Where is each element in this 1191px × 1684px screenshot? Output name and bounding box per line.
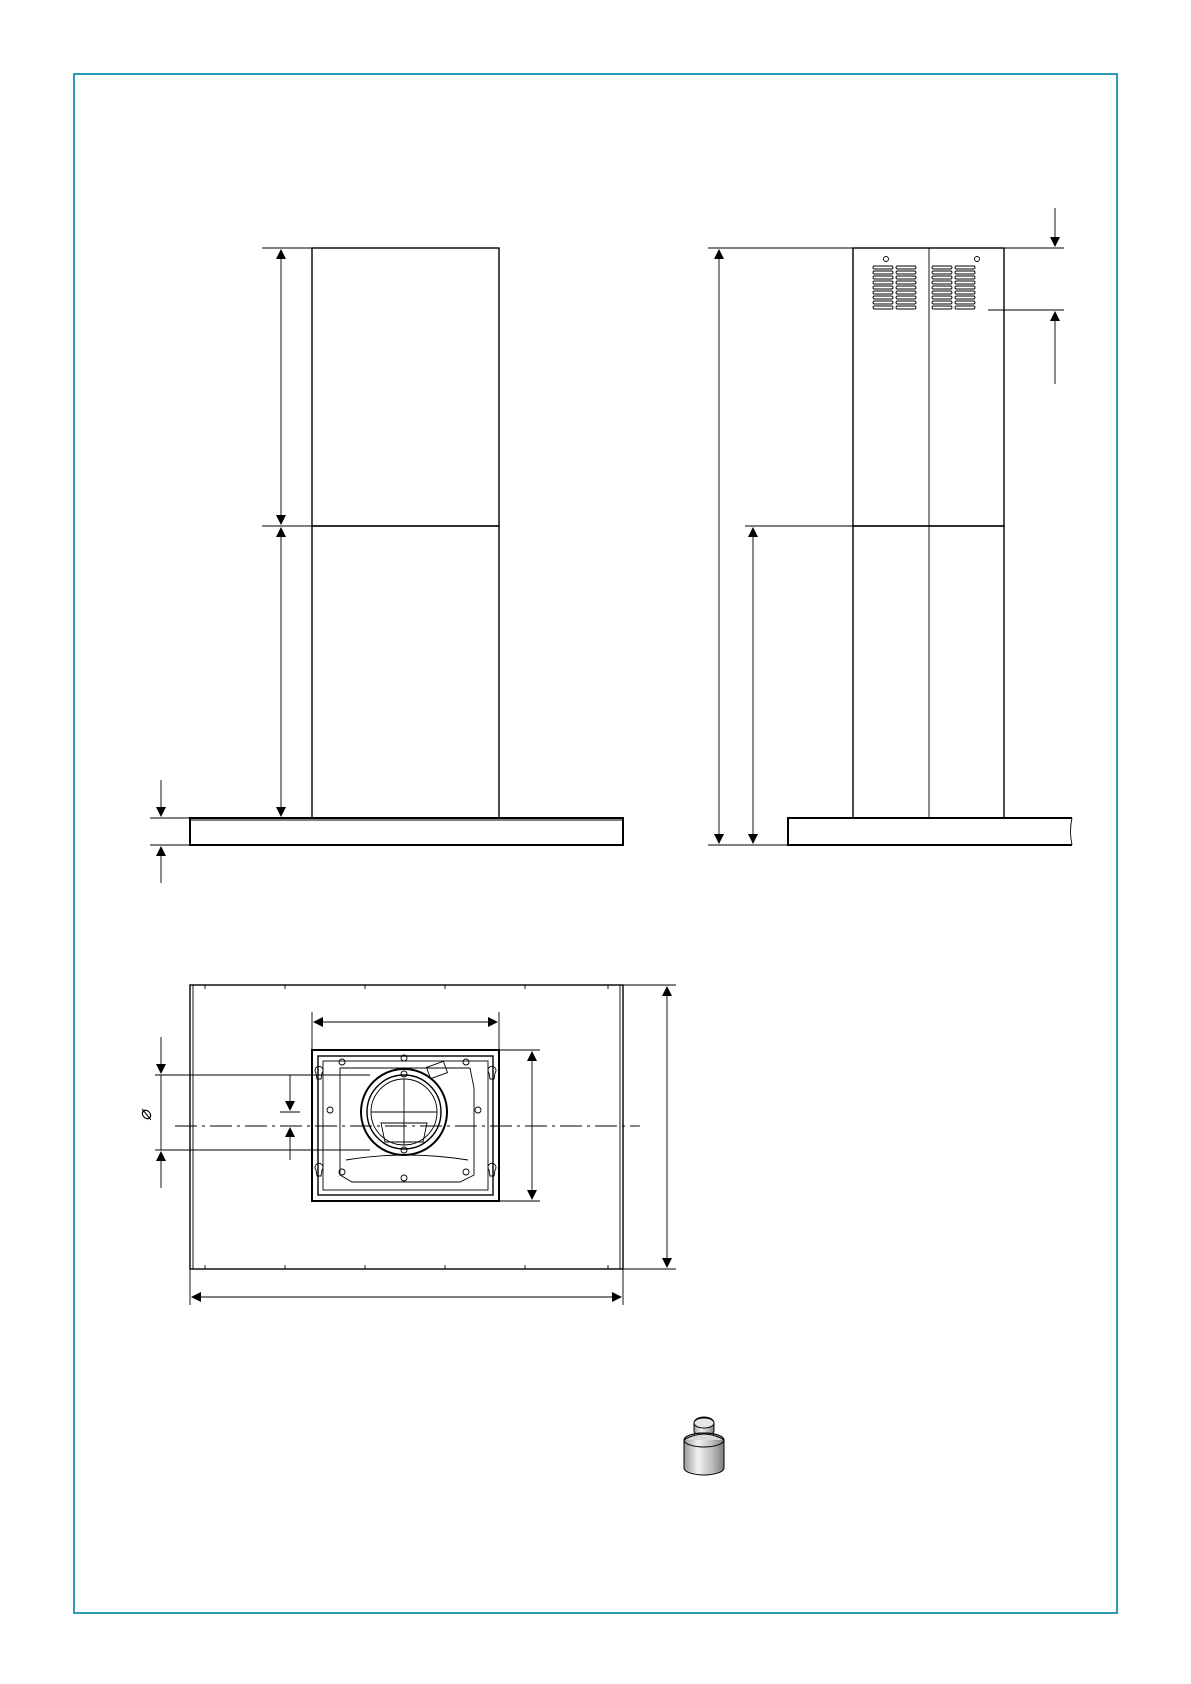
vent-slot	[896, 271, 916, 274]
front-lower-chimney	[312, 526, 499, 818]
vent-slot	[873, 271, 893, 274]
screw	[463, 1169, 469, 1175]
side-view	[708, 208, 1072, 845]
front-canopy	[190, 818, 623, 845]
screw	[475, 1107, 481, 1113]
mount-hole-right	[975, 257, 980, 262]
vent-slot	[955, 286, 975, 289]
vent-slot	[896, 306, 916, 309]
vent-slot	[932, 291, 952, 294]
side-vent-grille	[873, 266, 975, 309]
vent-slot	[896, 281, 916, 284]
dim-plate-depth	[499, 1050, 540, 1201]
vent-slot	[932, 306, 952, 309]
front-view	[150, 248, 623, 883]
vent-slot	[896, 291, 916, 294]
motor-housing	[340, 1068, 474, 1182]
keyhole-slots	[315, 1066, 496, 1176]
dim-outlet-offset	[280, 1075, 300, 1160]
weight-icon	[684, 1417, 724, 1475]
vent-slot	[955, 281, 975, 284]
vent-slot	[955, 306, 975, 309]
dim-side-vent-offset	[988, 208, 1064, 384]
screw	[463, 1059, 469, 1065]
vent-slot	[932, 276, 952, 279]
bottom-canopy-outline	[190, 985, 623, 1269]
canopy-edge-fixings	[205, 985, 608, 1269]
vent-slot	[955, 291, 975, 294]
vent-slot	[896, 276, 916, 279]
vent-slot	[873, 281, 893, 284]
dim-plate-width	[312, 1012, 499, 1050]
vent-slot	[896, 301, 916, 304]
side-lower-chimney	[853, 526, 1004, 818]
vent-slot	[932, 301, 952, 304]
front-upper-chimney	[312, 248, 499, 526]
vent-slot	[873, 276, 893, 279]
dim-outlet-diameter	[135, 1037, 370, 1188]
vent-slot	[955, 266, 975, 269]
vent-slot	[955, 276, 975, 279]
screw	[327, 1107, 333, 1113]
dim-front-upper-height	[262, 248, 312, 526]
vent-slot	[873, 286, 893, 289]
side-upper-chimney	[853, 248, 1004, 526]
screw	[401, 1175, 407, 1181]
vent-slot	[932, 286, 952, 289]
screw	[401, 1147, 407, 1153]
dim-canopy-depth	[623, 985, 676, 1269]
vent-slot	[873, 306, 893, 309]
vent-slot	[873, 296, 893, 299]
screw	[401, 1071, 407, 1077]
vent-slot	[955, 296, 975, 299]
dim-front-canopy-thickness	[150, 780, 190, 883]
dim-side-total-height	[708, 248, 853, 845]
vent-slot	[932, 266, 952, 269]
vent-slot	[873, 291, 893, 294]
vent-slot	[932, 271, 952, 274]
outlet-collar	[361, 1061, 448, 1155]
dim-side-lower-height	[745, 526, 853, 843]
vent-slot	[955, 271, 975, 274]
screw	[339, 1059, 345, 1065]
vent-slot	[896, 296, 916, 299]
bottom-view	[135, 985, 676, 1305]
vent-slot	[896, 286, 916, 289]
mount-hole-left	[884, 257, 889, 262]
vent-slot	[896, 266, 916, 269]
vent-slot	[873, 266, 893, 269]
vent-slot	[932, 296, 952, 299]
side-canopy	[788, 818, 1072, 845]
vent-slot	[873, 301, 893, 304]
dim-canopy-width	[190, 1269, 623, 1305]
diameter-symbol: ⌀	[135, 1110, 156, 1121]
vent-slot	[955, 301, 975, 304]
vent-slot	[932, 281, 952, 284]
